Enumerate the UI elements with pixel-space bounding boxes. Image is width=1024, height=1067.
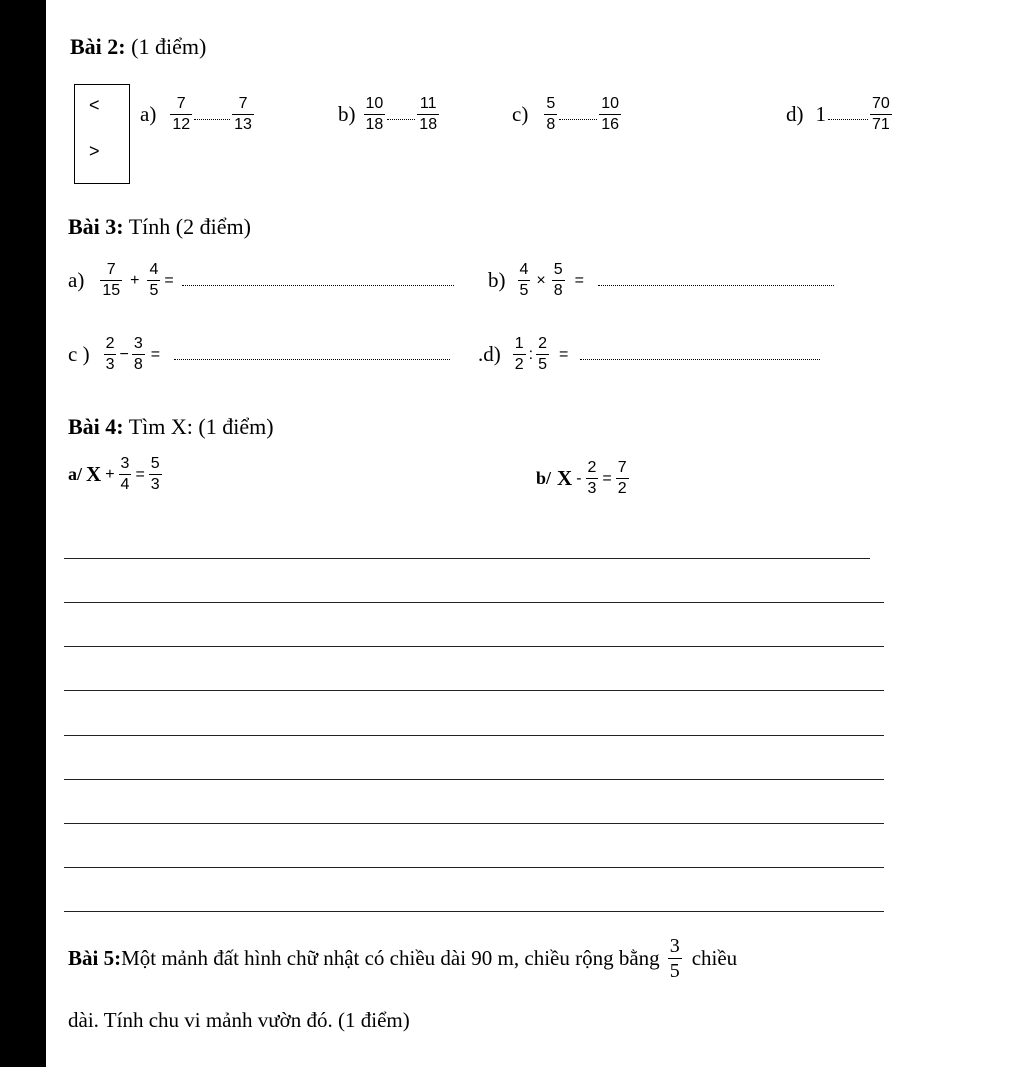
bai2-item-b (338, 96, 439, 133)
variable-x: X (557, 466, 573, 490)
item-label: b) (338, 102, 356, 126)
fraction: 3 4 (120, 455, 130, 493)
operator: - (576, 469, 582, 487)
bai3-heading (68, 214, 251, 240)
bai2-item-d (786, 96, 892, 133)
bai5-title: Bài 5: (68, 946, 122, 970)
compare-symbol-box (74, 84, 130, 184)
fraction: 3 5 (669, 935, 680, 982)
item-label: b) (488, 268, 506, 292)
bai3-title: Bài 3: (68, 214, 124, 239)
bai2-item-c (512, 96, 621, 133)
fraction: 5 8 (553, 261, 563, 299)
bai3-item-a (68, 262, 456, 299)
operator: + (105, 465, 115, 483)
item-label: c) (512, 102, 529, 126)
greater-than-symbol: > (89, 141, 100, 161)
fraction: 10 16 (601, 95, 620, 133)
fraction: 2 3 (105, 335, 115, 373)
item-label: a) (140, 102, 157, 126)
fraction: 10 18 (365, 95, 384, 133)
bai3-item-c (68, 336, 452, 373)
bai2-score: (1 điểm) (125, 34, 207, 59)
bai5-text1b: chiều (691, 946, 738, 970)
answer-blank[interactable] (194, 109, 230, 120)
item-label: a/ (68, 464, 83, 484)
answer-blank[interactable] (580, 349, 820, 360)
equals-sign: = (574, 271, 584, 289)
equals-sign: = (164, 271, 174, 289)
fraction: 7 15 (102, 261, 121, 299)
fraction: 1 2 (514, 335, 524, 373)
fraction: 70 71 (872, 95, 890, 133)
answer-line[interactable] (64, 823, 884, 824)
answer-blank[interactable] (598, 275, 834, 286)
bai4-heading (68, 414, 274, 440)
bai5-line2: dài. Tính chu vi mảnh vườn đó. (1 điểm) (68, 1008, 410, 1032)
equals-sign: = (135, 465, 145, 483)
fraction: 3 8 (133, 335, 143, 373)
fraction: 4 5 (519, 261, 529, 299)
answer-blank[interactable] (828, 109, 868, 120)
item-label: a) (68, 268, 85, 292)
fraction: 5 3 (150, 455, 160, 493)
fraction: 4 5 (149, 261, 159, 299)
answer-blank[interactable] (174, 349, 450, 360)
item-label: b/ (536, 468, 552, 488)
fraction: 11 18 (419, 95, 438, 133)
answer-line[interactable] (64, 690, 884, 691)
answer-blank[interactable] (387, 109, 415, 120)
whole-number: 1 (815, 102, 826, 126)
answer-line[interactable] (64, 602, 884, 603)
answer-line[interactable] (64, 646, 884, 647)
bai3-item-d (478, 336, 822, 373)
operator: × (536, 271, 546, 289)
equals-sign: = (602, 469, 612, 487)
variable-x: X (86, 462, 102, 486)
bai2-item-a (140, 96, 254, 133)
answer-line[interactable] (64, 911, 884, 912)
bai2-heading (70, 34, 206, 60)
fraction: 5 8 (546, 95, 556, 133)
less-than-symbol: < (89, 95, 100, 115)
fraction: 2 3 (587, 459, 597, 497)
answer-line[interactable] (64, 558, 870, 559)
answer-blank[interactable] (182, 275, 454, 286)
fraction: 7 2 (617, 459, 627, 497)
operator: − (119, 345, 129, 363)
bai5-line1 (68, 936, 737, 981)
operator: + (130, 271, 140, 289)
answer-line[interactable] (64, 867, 884, 868)
fraction: 2 5 (538, 335, 548, 373)
bai4-title: Bài 4: (68, 414, 124, 439)
item-label: d) (786, 102, 804, 126)
answer-blank[interactable] (559, 109, 597, 120)
equals-sign: = (150, 345, 161, 363)
fraction: 7 12 (172, 95, 191, 133)
bai2-title: Bài 2: (70, 34, 126, 59)
bai5-text1: Một mảnh đất hình chữ nhật có chiều dài 90 m, chiều rộng bằng (121, 946, 660, 970)
item-label: c ) (68, 342, 90, 366)
fraction: 7 13 (234, 95, 252, 133)
bai3-score: Tính (2 điểm) (123, 214, 251, 239)
worksheet-page (46, 0, 1024, 1067)
bai3-item-b (488, 262, 836, 299)
bai4-item-b (536, 460, 629, 497)
item-label: .d) (478, 342, 501, 366)
operator: : (528, 345, 534, 363)
bai4-item-a (68, 456, 162, 493)
bai4-score: Tìm X: (1 điểm) (123, 414, 274, 439)
answer-line[interactable] (64, 735, 884, 736)
answer-line[interactable] (64, 779, 884, 780)
equals-sign: = (559, 345, 569, 363)
